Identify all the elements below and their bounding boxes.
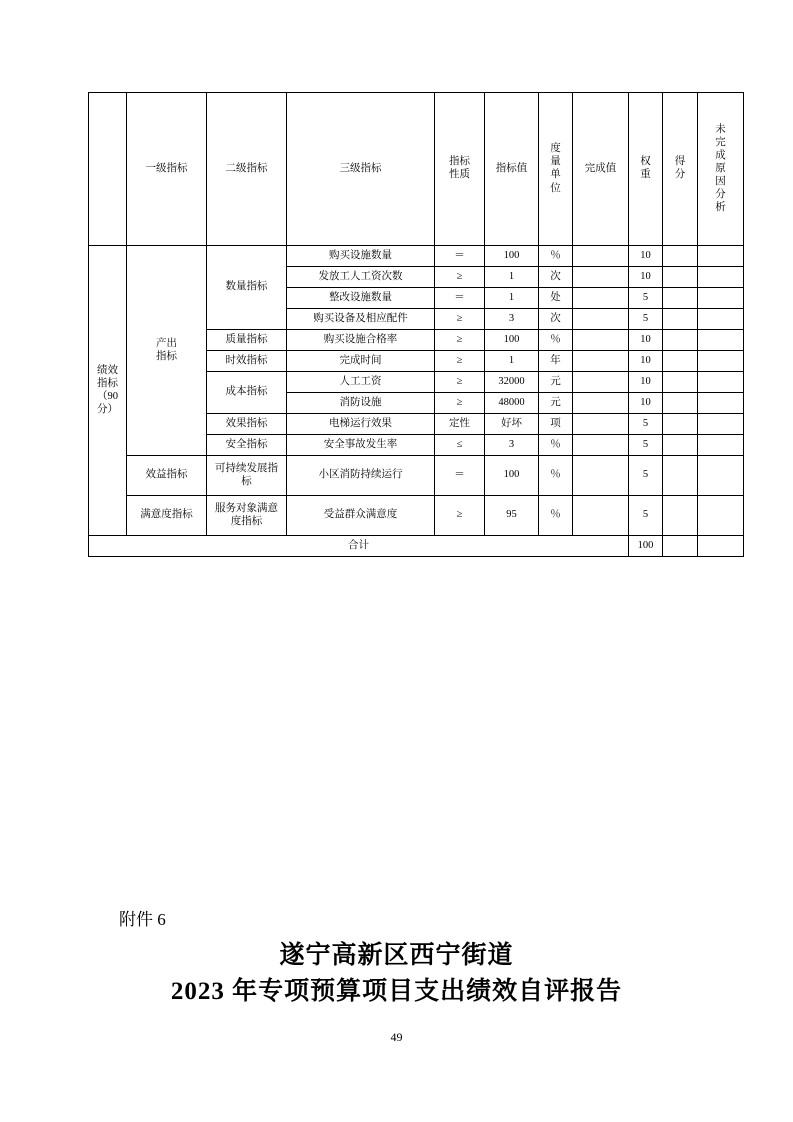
score-cell xyxy=(663,246,698,267)
header-level3: 三级指标 xyxy=(287,93,435,246)
level3-cell: 完成时间 xyxy=(287,351,435,372)
level1-satisfaction: 满意度指标 xyxy=(127,496,207,536)
level2-quantity: 数量指标 xyxy=(207,246,287,330)
level2-service-satisfaction xyxy=(207,496,287,536)
reason-cell xyxy=(698,456,744,496)
header-blank xyxy=(89,93,127,246)
level2-service-satisfaction-text: 服务对象满意度指标 xyxy=(215,502,278,528)
value-cell: 48000 xyxy=(485,393,539,414)
report-title xyxy=(0,938,793,1011)
score-cell xyxy=(663,393,698,414)
actual-cell xyxy=(573,372,629,393)
level2-sustainable xyxy=(207,456,287,496)
unit-cell: 元 xyxy=(539,372,573,393)
level1-benefit: 效益指标 xyxy=(127,456,207,496)
level2-timeliness: 时效指标 xyxy=(207,351,287,372)
level3-cell: 整改设施数量 xyxy=(287,288,435,309)
attachment-label: 附件 6 xyxy=(119,910,166,929)
value-cell: 95 xyxy=(485,496,539,536)
nature-cell: ＝ xyxy=(435,288,485,309)
actual-cell xyxy=(573,435,629,456)
level1-output-text: 产出指标 xyxy=(156,337,177,362)
header-value: 指标值 xyxy=(485,93,539,246)
unit-cell: ％ xyxy=(539,496,573,536)
header-level1: 一级指标 xyxy=(127,93,207,246)
nature-cell: 定性 xyxy=(435,414,485,435)
weight-cell: 10 xyxy=(629,372,663,393)
score-cell xyxy=(663,496,698,536)
weight-cell: 5 xyxy=(629,496,663,536)
weight-cell: 10 xyxy=(629,393,663,414)
weight-cell: 5 xyxy=(629,435,663,456)
nature-cell: ＝ xyxy=(435,456,485,496)
weight-cell: 5 xyxy=(629,309,663,330)
value-cell: 32000 xyxy=(485,372,539,393)
value-cell: 100 xyxy=(485,456,539,496)
level3-cell: 人工工资 xyxy=(287,372,435,393)
nature-cell: ≥ xyxy=(435,267,485,288)
value-cell: 1 xyxy=(485,288,539,309)
level2-cost: 成本指标 xyxy=(207,372,287,414)
value-cell: 1 xyxy=(485,267,539,288)
level3-cell: 电梯运行效果 xyxy=(287,414,435,435)
table-total-row xyxy=(89,536,744,557)
unit-cell: 年 xyxy=(539,351,573,372)
performance-table-container xyxy=(88,92,733,557)
reason-cell xyxy=(698,309,744,330)
unit-cell: ％ xyxy=(539,456,573,496)
value-cell: 100 xyxy=(485,246,539,267)
total-weight: 100 xyxy=(629,536,663,557)
score-cell xyxy=(663,435,698,456)
header-reason-text: 未完成原因分析 xyxy=(715,123,726,214)
nature-cell: ≥ xyxy=(435,330,485,351)
actual-cell xyxy=(573,309,629,330)
header-nature-text: 指标性质 xyxy=(449,156,470,181)
total-reason xyxy=(698,536,744,557)
actual-cell xyxy=(573,351,629,372)
weight-cell: 10 xyxy=(629,246,663,267)
table-row xyxy=(89,456,744,496)
level2-quality: 质量指标 xyxy=(207,330,287,351)
score-cell xyxy=(663,351,698,372)
score-cell xyxy=(663,414,698,435)
level3-cell: 购买设备及相应配件 xyxy=(287,309,435,330)
unit-cell: 次 xyxy=(539,309,573,330)
level3-cell: 消防设施 xyxy=(287,393,435,414)
unit-cell: 次 xyxy=(539,267,573,288)
level2-effect: 效果指标 xyxy=(207,414,287,435)
nature-cell: ≥ xyxy=(435,351,485,372)
header-weight xyxy=(629,93,663,246)
table-row xyxy=(89,246,744,267)
reason-cell xyxy=(698,414,744,435)
unit-cell: ％ xyxy=(539,435,573,456)
level3-cell: 安全事故发生率 xyxy=(287,435,435,456)
score-cell xyxy=(663,267,698,288)
score-cell xyxy=(663,288,698,309)
level3-cell: 小区消防持续运行 xyxy=(287,456,435,496)
total-label: 合计 xyxy=(89,536,629,557)
unit-cell: ％ xyxy=(539,246,573,267)
unit-cell: 元 xyxy=(539,393,573,414)
score-cell xyxy=(663,456,698,496)
score-cell xyxy=(663,330,698,351)
score-cell xyxy=(663,309,698,330)
table-header-row xyxy=(89,93,744,246)
reason-cell xyxy=(698,288,744,309)
level3-cell: 购买设施合格率 xyxy=(287,330,435,351)
reason-cell xyxy=(698,435,744,456)
page-number: 49 xyxy=(390,1030,403,1044)
unit-cell: ％ xyxy=(539,330,573,351)
level3-cell: 发放工人工资次数 xyxy=(287,267,435,288)
value-cell: 100 xyxy=(485,330,539,351)
level3-cell: 购买设施数量 xyxy=(287,246,435,267)
unit-cell: 处 xyxy=(539,288,573,309)
header-reason xyxy=(698,93,744,246)
reason-cell xyxy=(698,351,744,372)
weight-cell: 10 xyxy=(629,330,663,351)
reason-cell xyxy=(698,372,744,393)
header-unit xyxy=(539,93,573,246)
nature-cell: ≥ xyxy=(435,393,485,414)
reason-cell xyxy=(698,267,744,288)
side-label-text: 绩效指标（90分） xyxy=(97,364,118,416)
weight-cell: 5 xyxy=(629,456,663,496)
level3-cell: 受益群众满意度 xyxy=(287,496,435,536)
actual-cell xyxy=(573,393,629,414)
reason-cell xyxy=(698,393,744,414)
total-score xyxy=(663,536,698,557)
value-cell: 好坏 xyxy=(485,414,539,435)
reason-cell xyxy=(698,496,744,536)
actual-cell xyxy=(573,496,629,536)
nature-cell: ≥ xyxy=(435,496,485,536)
actual-cell xyxy=(573,288,629,309)
weight-cell: 10 xyxy=(629,351,663,372)
score-cell xyxy=(663,372,698,393)
header-unit-text: 度量单位 xyxy=(550,143,561,194)
nature-cell: ≤ xyxy=(435,435,485,456)
actual-cell xyxy=(573,414,629,435)
header-actual: 完成值 xyxy=(573,93,629,246)
nature-cell: ≥ xyxy=(435,372,485,393)
actual-cell xyxy=(573,330,629,351)
value-cell: 3 xyxy=(485,435,539,456)
weight-cell: 10 xyxy=(629,267,663,288)
level2-sustainable-text: 可持续发展指标 xyxy=(215,462,278,488)
level2-safety: 安全指标 xyxy=(207,435,287,456)
value-cell: 1 xyxy=(485,351,539,372)
side-label-performance xyxy=(89,246,127,536)
nature-cell: ≥ xyxy=(435,309,485,330)
header-score xyxy=(663,93,698,246)
header-level2: 二级指标 xyxy=(207,93,287,246)
actual-cell xyxy=(573,267,629,288)
header-weight-text: 权重 xyxy=(640,156,651,181)
reason-cell xyxy=(698,330,744,351)
performance-indicator-table xyxy=(88,92,744,557)
reason-cell xyxy=(698,246,744,267)
unit-cell: 项 xyxy=(539,414,573,435)
report-title-line-1: 遂宁高新区西宁街道 xyxy=(279,942,514,969)
table-row xyxy=(89,496,744,536)
nature-cell: ＝ xyxy=(435,246,485,267)
header-score-text: 得分 xyxy=(674,156,686,181)
actual-cell xyxy=(573,456,629,496)
weight-cell: 5 xyxy=(629,288,663,309)
value-cell: 3 xyxy=(485,309,539,330)
actual-cell xyxy=(573,246,629,267)
weight-cell: 5 xyxy=(629,414,663,435)
header-nature xyxy=(435,93,485,246)
level1-output xyxy=(127,246,207,456)
report-title-line-2: 2023 年专项预算项目支出绩效自评报告 xyxy=(170,978,623,1006)
